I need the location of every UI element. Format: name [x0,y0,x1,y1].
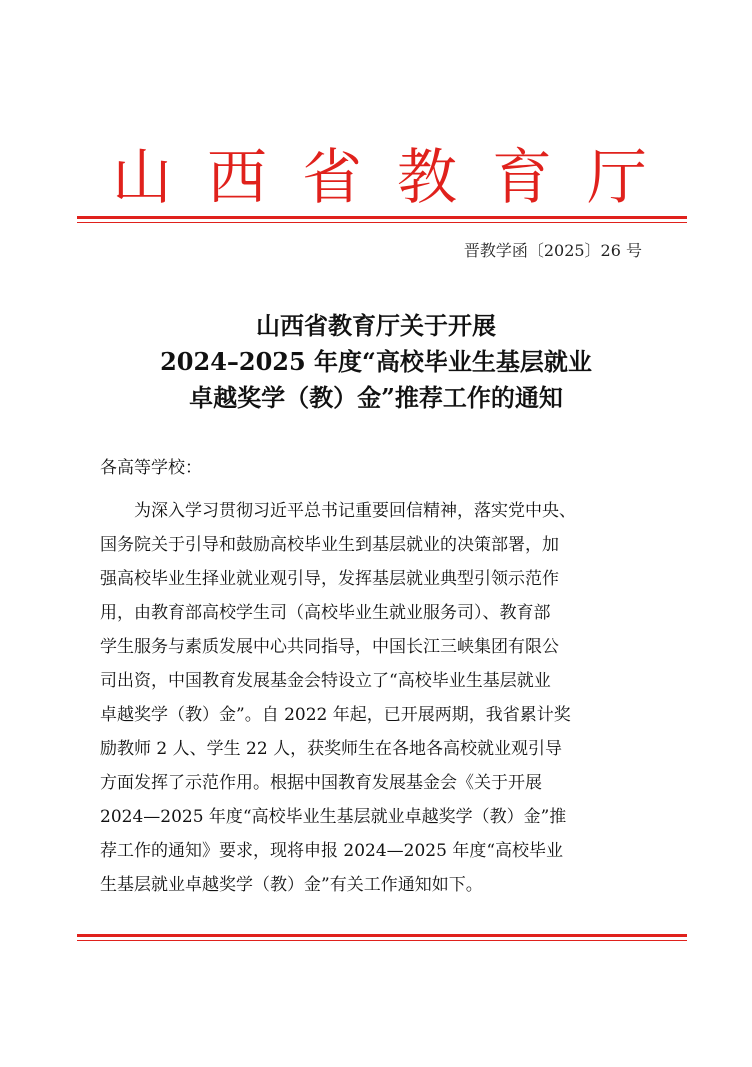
paragraph-line: 学生服务与素质发展中心共同指导，中国长江三峡集团有限公 [100,637,559,657]
title-line: 2024–2025 年度“高校毕业生基层就业 [160,347,592,376]
masthead-char: 厅 [587,143,647,213]
footer-rule-thick [77,934,687,937]
masthead-char: 西 [207,143,267,213]
header-rule-thin [77,222,687,223]
masthead [0,138,752,218]
paragraph-line: 方面发挥了示范作用。根据中国教育发展基金会《关于开展 [100,773,542,793]
paragraph-line: 卓越奖学（教）金”。自 2022 年起，已开展两期，我省累计奖 [100,705,571,725]
paragraph-line: 2024—2025 年度“高校毕业生基层就业卓越奖学（教）金”推 [100,807,567,827]
paragraph-line: 生基层就业卓越奖学（教）金”有关工作通知如下。 [100,875,483,895]
footer-rule-thin [77,940,687,941]
masthead-char: 教 [397,143,457,213]
document-number: 晋教学函〔2025〕26 号 [463,241,642,260]
masthead-char: 育 [492,143,552,213]
title-line: 山西省教育厅关于开展 [256,311,496,340]
paragraph-line: 强高校毕业生择业就业观引导，发挥基层就业典型引领示范作 [100,569,559,589]
paragraph-line: 励教师 2 人、学生 22 人，获奖师生在各地各高校就业观引导 [100,739,563,759]
paragraph-line: 国务院关于引导和鼓励高校毕业生到基层就业的决策部署，加 [100,535,559,555]
document-title [0,308,752,416]
title-line: 卓越奖学（教）金”推荐工作的通知 [189,383,563,412]
salutation: 各高等学校： [100,458,202,478]
paragraph-line: 司出资，中国教育发展基金会特设立了“高校毕业生基层就业 [100,671,551,691]
body-paragraph [100,494,660,902]
masthead-char: 省 [302,143,362,213]
masthead-char: 山 [112,143,172,213]
paragraph-line: 荐工作的通知》要求，现将申报 2024—2025 年度“高校毕业 [100,841,564,861]
paragraph-line: 用，由教育部高校学生司（高校毕业生就业服务司）、教育部 [100,603,551,623]
paragraph-line: 为深入学习贯彻习近平总书记重要回信精神，落实党中央、 [100,501,576,521]
header-rule-thick [77,216,687,219]
